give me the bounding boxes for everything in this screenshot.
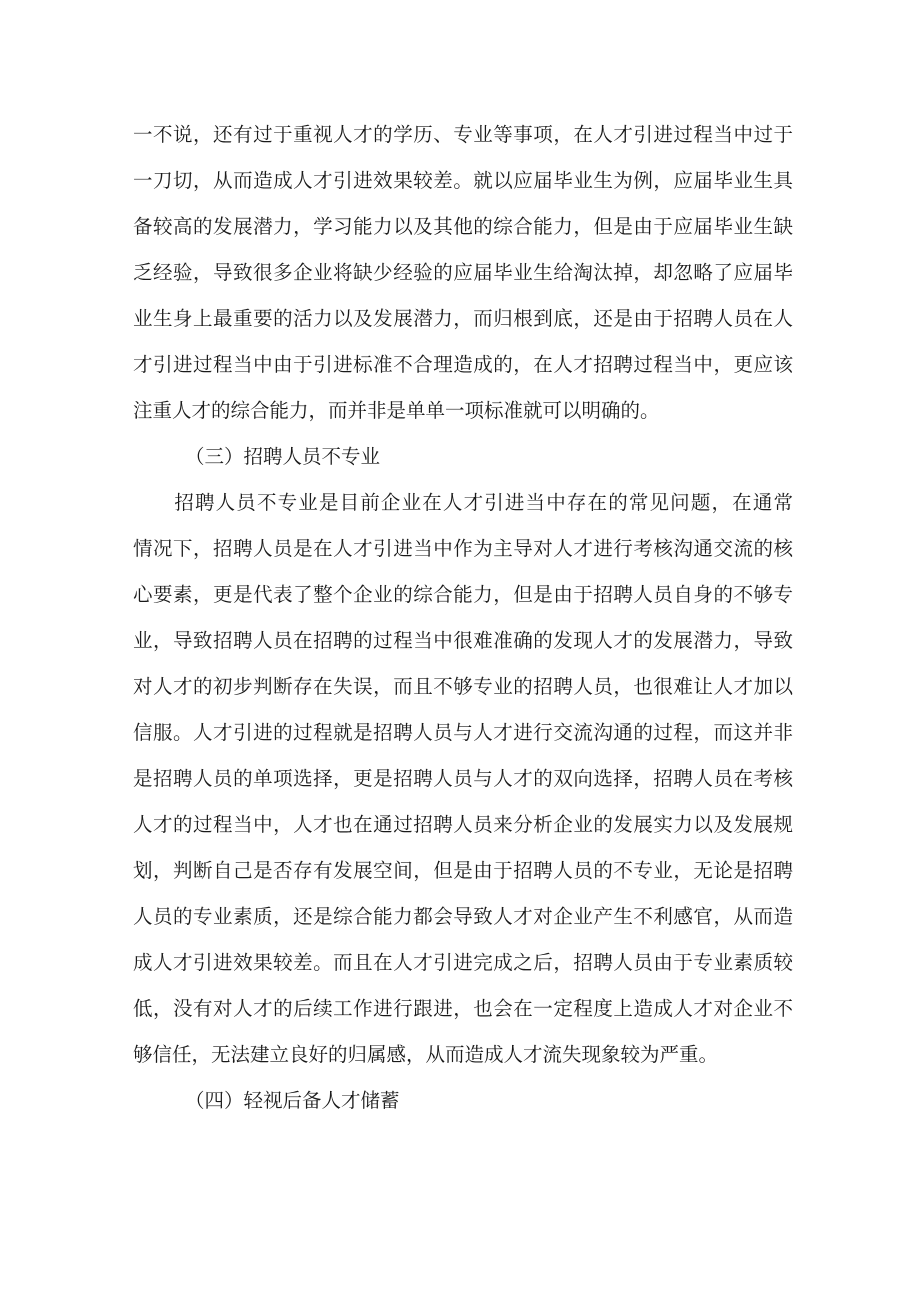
text-line: 是招聘人员的单项选择，更是招聘人员与人才的双向选择，招聘人员在考核 <box>133 767 793 790</box>
section-heading-3: （三）招聘人员不专业 <box>185 445 381 468</box>
text-line: 业生身上最重要的活力以及发展潜力，而归根到底，还是由于招聘人员在人 <box>133 307 793 330</box>
text-line: 注重人才的综合能力，而并非是单单一项标准就可以明确的。 <box>133 399 660 422</box>
document-body <box>133 112 793 1124</box>
paragraph-unprofessional-recruiters <box>133 480 793 1078</box>
text-line: 招聘人员不专业是目前企业在人才引进当中存在的常见问题，在通常 <box>133 491 793 514</box>
section-heading-4: （四）轻视后备人才储蓄 <box>185 1089 400 1112</box>
text-line: 一刀切，从而造成人才引进效果较差。就以应届毕业生为例，应届毕业生具 <box>133 169 793 192</box>
text-line: 备较高的发展潜力，学习能力以及其他的综合能力，但是由于应届毕业生缺 <box>133 215 793 238</box>
text-line: 低，没有对人才的后续工作进行跟进，也会在一定程度上造成人才对企业不 <box>133 997 793 1020</box>
text-line: 乏经验，导致很多企业将缺少经验的应届毕业生给淘汰掉，却忽略了应届毕 <box>133 261 793 284</box>
text-line: 一不说，还有过于重视人才的学历、专业等事项，在人才引进过程当中过于 <box>133 123 793 146</box>
text-line: 成人才引进效果较差。而且在人才引进完成之后，招聘人员由于专业素质较 <box>133 951 793 974</box>
text-line: 情况下，招聘人员是在人才引进当中作为主导对人才进行考核沟通交流的核 <box>133 537 793 560</box>
text-line: 划，判断自己是否存有发展空间，但是由于招聘人员的不专业，无论是招聘 <box>133 859 793 882</box>
paragraph-talent-standards <box>133 112 793 434</box>
text-line: 心要素，更是代表了整个企业的综合能力，但是由于招聘人员自身的不够专 <box>133 583 793 606</box>
text-line: 才引进过程当中由于引进标准不合理造成的，在人才招聘过程当中，更应该 <box>133 353 793 376</box>
text-line: 人才的过程当中，人才也在通过招聘人员来分析企业的发展实力以及发展规 <box>133 813 793 836</box>
text-line: 人员的专业素质，还是综合能力都会导致人才对企业产生不利感官，从而造 <box>133 905 793 928</box>
text-line: 对人才的初步判断存在失误，而且不够专业的招聘人员，也很难让人才加以 <box>133 675 793 698</box>
text-line: 信服。人才引进的过程就是招聘人员与人才进行交流沟通的过程，而这并非 <box>133 721 793 744</box>
text-line: 够信任，无法建立良好的归属感，从而造成人才流失现象较为严重。 <box>133 1043 719 1066</box>
text-line: 业，导致招聘人员在招聘的过程当中很难准确的发现人才的发展潜力，导致 <box>133 629 793 652</box>
